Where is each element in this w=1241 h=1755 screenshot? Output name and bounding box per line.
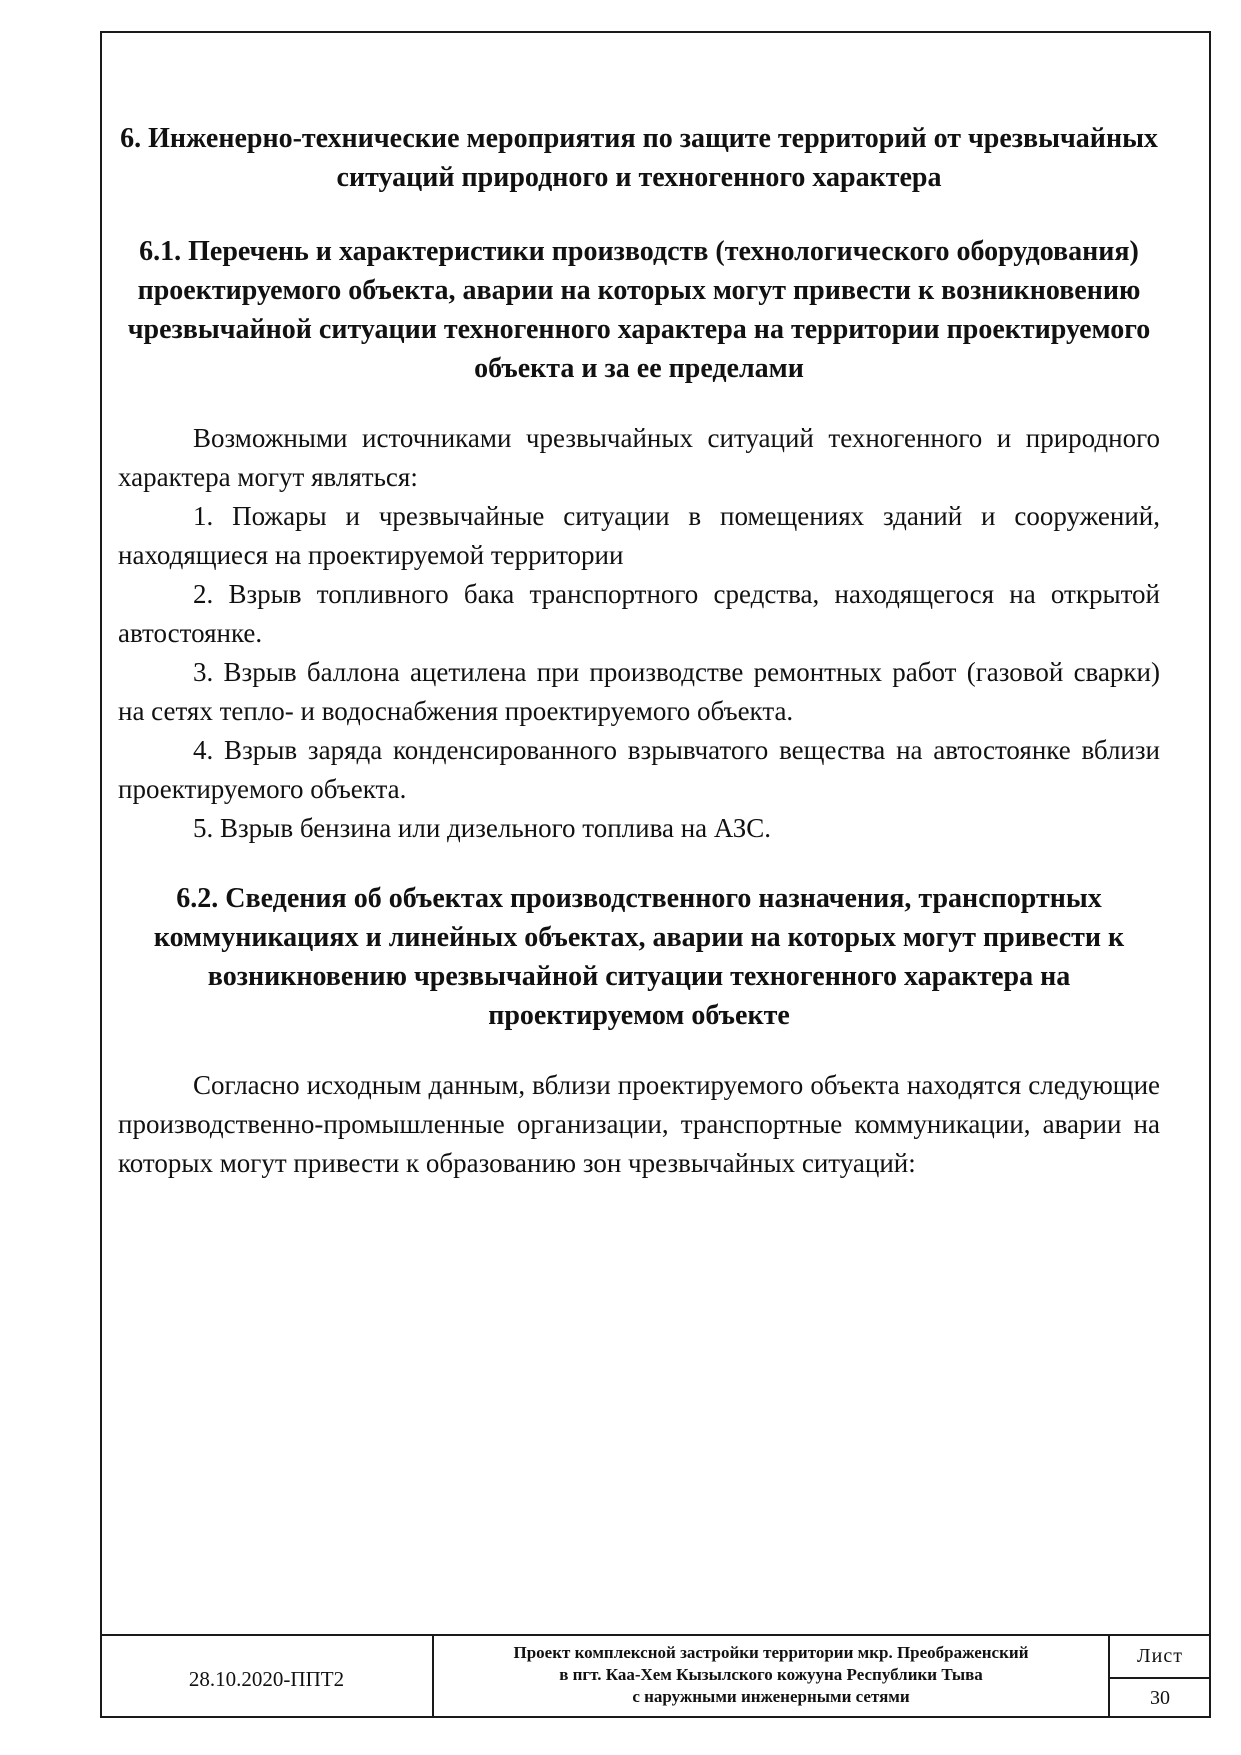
project-title-line: с наружными инженерными сетями xyxy=(632,1687,910,1706)
document-body xyxy=(118,114,1160,1183)
project-title-line: в пгт. Каа-Хем Кызылского кожууна Республики Тыва xyxy=(559,1665,983,1684)
section-6-heading: 6. Инженерно-технические мероприятия по защите территорий от чрезвычайных ситуаций природного и техногенного характера xyxy=(120,123,1158,193)
list-item: 3. Взрыв баллона ацетилена при производстве ремонтных работ (газовой сварки) на сетях тепло- и водоснабжения проектируемого объекта. xyxy=(118,657,1160,726)
project-title-line: Проект комплексной застройки территории мкр. Преображенский xyxy=(513,1643,1029,1662)
sheet-cell xyxy=(1110,1636,1210,1717)
list-item: 5. Взрыв бензина или дизельного топлива на АЗС. xyxy=(193,813,772,843)
list-item: 1. Пожары и чрезвычайные ситуации в помещениях зданий и сооружений, находящиеся на проектируемой территории xyxy=(118,501,1160,570)
section-6-1-heading: 6.1. Перечень и характеристики производств (технологического оборудования) проектируемого объекта, аварии на которых могут привести к возникновению чрезвычайной ситуации техногенного характера на территории проектируемого объекта и за ее пределами xyxy=(127,236,1151,384)
section-6-2-heading: 6.2. Сведения об объектах производственного назначения, транспортных коммуникациях и линейных объектах, аварии на которых могут привести к возникновению чрезвычайной ситуации техногенного характера на проектируемом объекте xyxy=(153,883,1125,1031)
sheet-number: 30 xyxy=(1150,1686,1170,1709)
section-6-1-intro: Возможными источниками чрезвычайных ситуаций техногенного и природного характера могут являться: xyxy=(118,423,1160,492)
document-code-text: 28.10.2020-ППТ2 xyxy=(188,1667,345,1691)
project-title xyxy=(432,1636,1110,1717)
list-item: 2. Взрыв топливного бака транспортного средства, находящегося на открытой автостоянке. xyxy=(118,579,1160,648)
document-code xyxy=(101,1636,432,1717)
title-block xyxy=(101,1634,1210,1717)
section-6-2-body: Согласно исходным данным, вблизи проектируемого объекта находятся следующие производственно-промышленные организации, транспортные коммуникации, аварии на которых могут привести к образованию зон чрезвычайных ситуаций: xyxy=(118,1070,1160,1178)
sheet-label: Лист xyxy=(1110,1636,1210,1679)
list-item: 4. Взрыв заряда конденсированного взрывчатого вещества на автостоянке вблизи проектируемого объекта. xyxy=(118,735,1160,804)
